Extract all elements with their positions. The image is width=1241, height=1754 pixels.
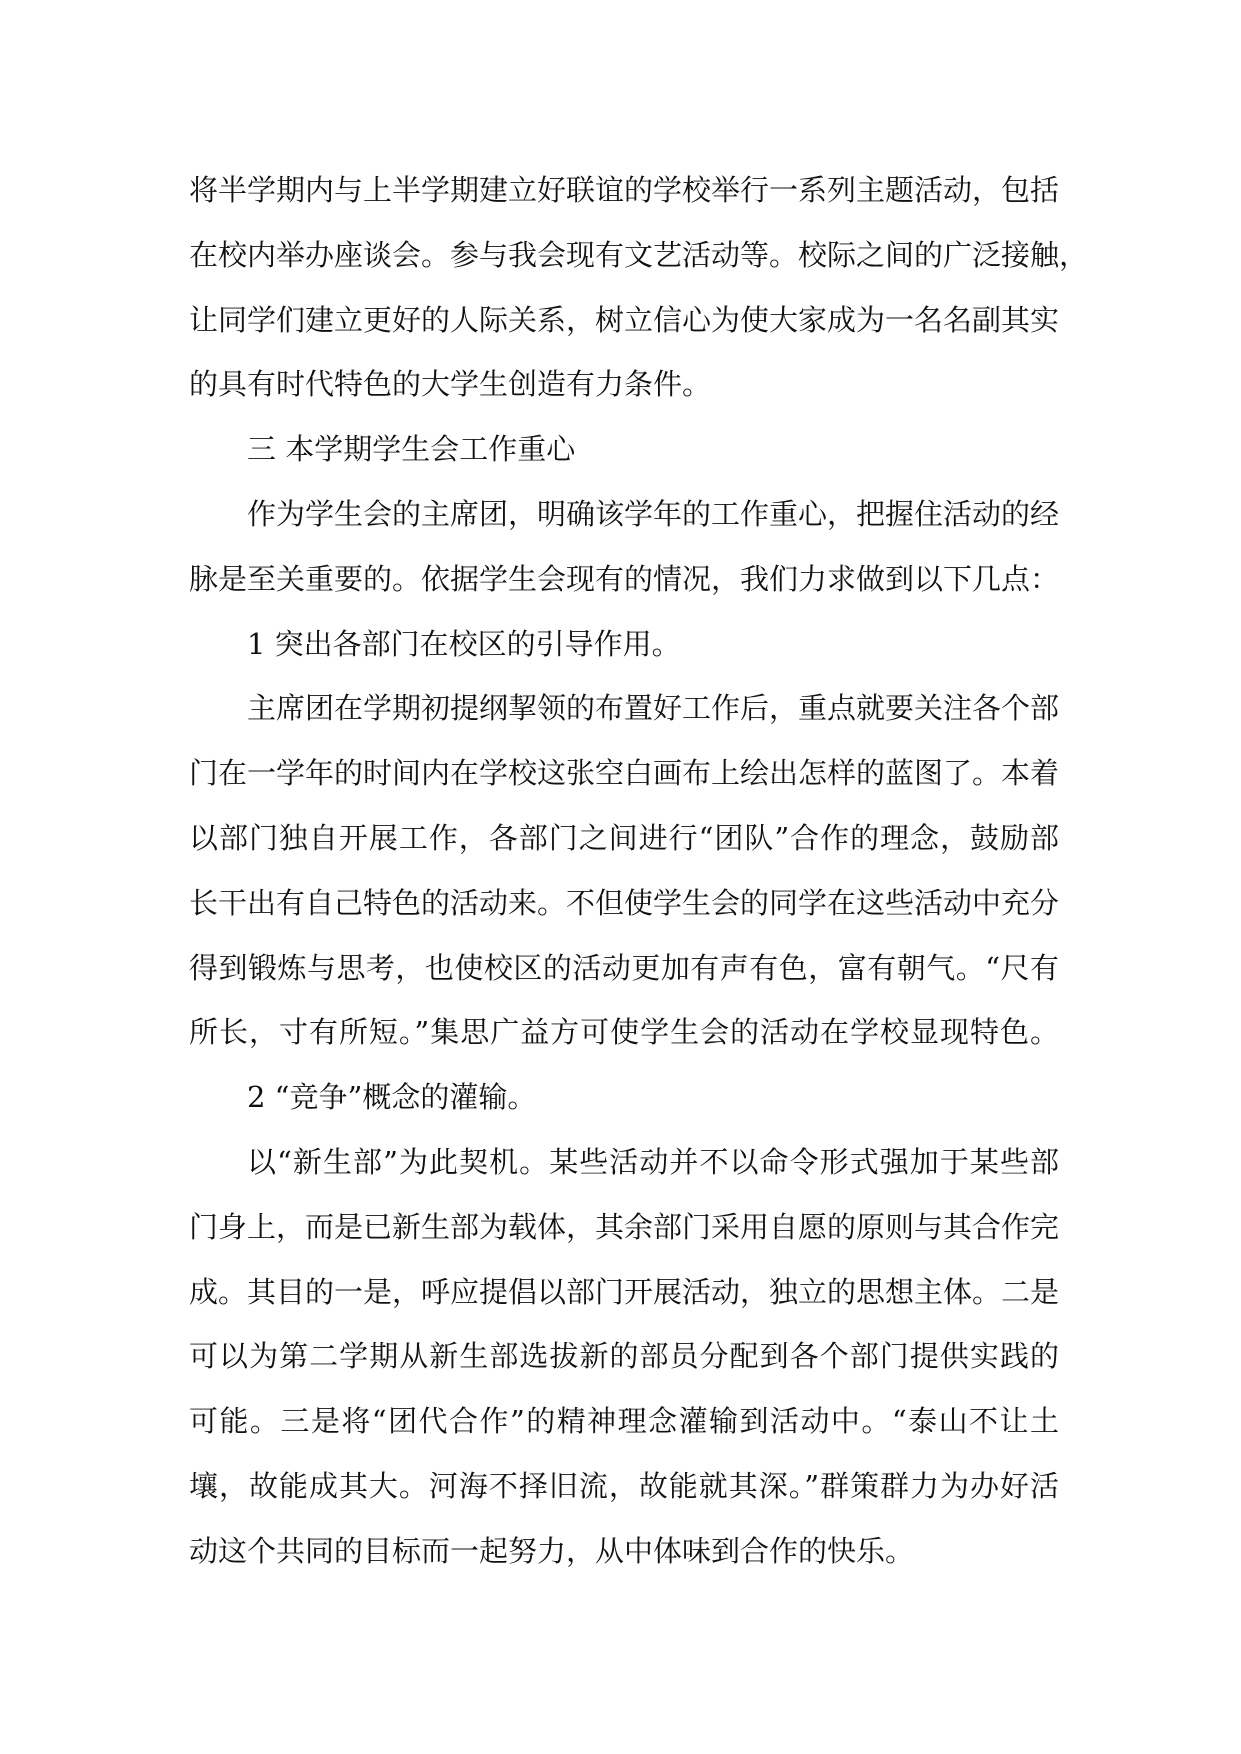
document-body [189,158,1089,1584]
text-line: 得到锻炼与思考，也使校区的活动更加有声有色，富有朝气。“尺有 [189,950,1059,985]
text-line: 将半学期内与上半学期建立好联谊的学校举行一系列主题活动，包括 [189,173,1060,207]
text-line: 作为学生会的主席团，明确该学年的工作重心，把握住活动的经 [247,496,1060,531]
text-line: 以部门独自开展工作，各部门之间进行“团队”合作的理念，鼓励部 [189,820,1059,855]
text-line: 门在一学年的时间内在学校这张空白画布上绘出怎样的蓝图了。本着 [189,756,1060,791]
text-line: 的具有时代特色的大学生创造有力条件。 [189,367,712,402]
text-line: 壤，故能成其大。河海不择旧流，故能就其深。”群策群力为办好活 [189,1468,1059,1503]
text-line: 门身上，而是已新生部为载体，其余部门采用自愿的原则与其合作完 [189,1209,1060,1244]
text-line: 所长，寸有所短。”集思广益方可使学生会的活动在学校显现特色。 [189,1015,1059,1050]
text-line: 脉是至关重要的。依据学生会现有的情况，我们力求做到以下几点： [189,561,1060,596]
subsection-heading: 1 突出各部门在校区的引导作用。 [247,626,681,661]
text-line: 以“新生部”为此契机。某些活动并不以命令形式强加于某些部 [247,1144,1059,1179]
text-line: 可以为第二学期从新生部选拔新的部员分配到各个部门提供实践的 [189,1339,1059,1374]
text-line: 长干出有自己特色的活动来。不但使学生会的同学在这些活动中充分 [189,885,1060,920]
section-heading: 三 本学期学生会工作重心 [247,432,576,467]
text-line: 动这个共同的目标而一起努力，从中体味到合作的快乐。 [189,1533,915,1568]
text-line: 在校内举办座谈会。参与我会现有文艺活动等。校际之间的广泛接触， [189,237,1089,272]
text-line: 成。其目的一是，呼应提倡以部门开展活动，独立的思想主体。二是 [189,1274,1060,1309]
text-line: 主席团在学期初提纲挈领的布置好工作后，重点就要关注各个部 [247,691,1060,726]
text-line: 让同学们建立更好的人际关系，树立信心为使大家成为一名名副其实 [189,302,1060,337]
text-line: 可能。三是将“团代合作”的精神理念灌输到活动中。“泰山不让土 [189,1404,1059,1439]
subsection-heading: 2 “竞争”概念的灌输。 [247,1080,537,1115]
